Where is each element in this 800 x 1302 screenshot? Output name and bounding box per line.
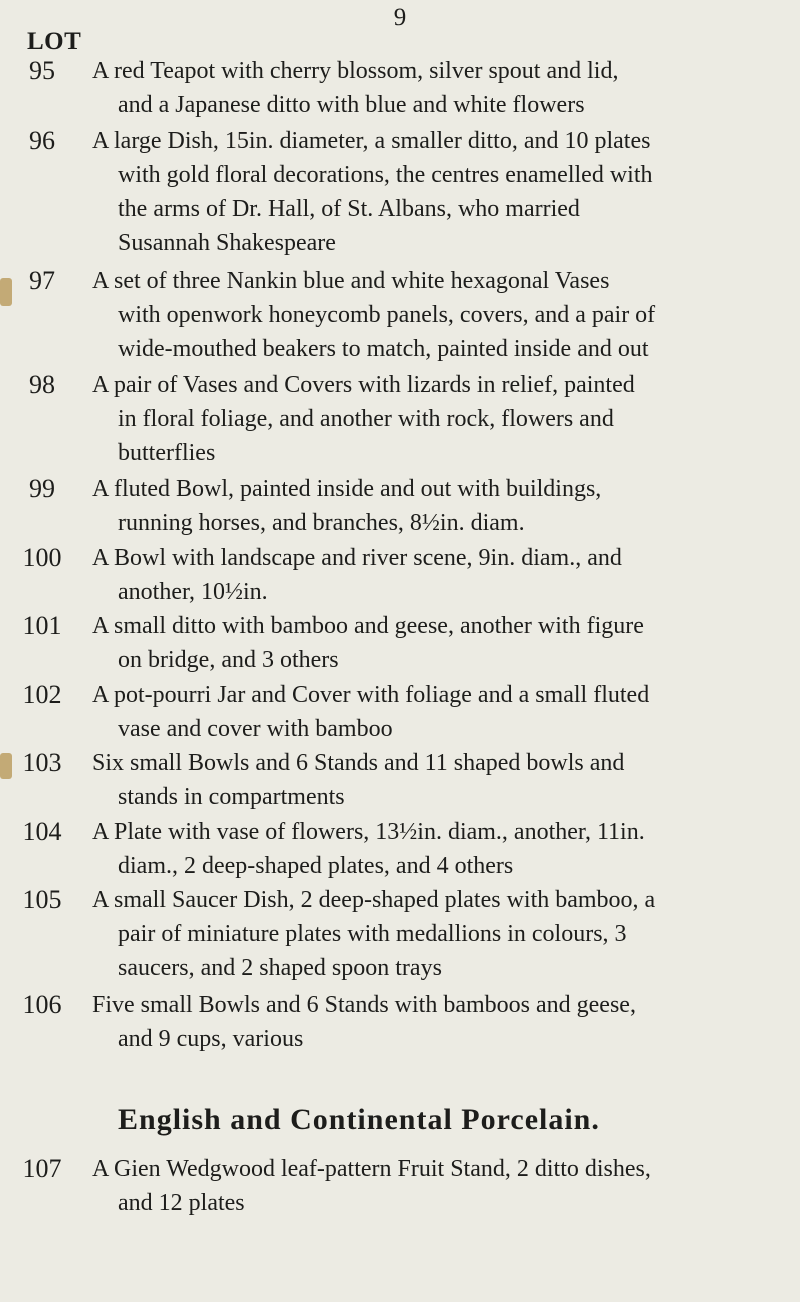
- description-line: stands in compartments: [118, 784, 345, 810]
- description-line: and 12 plates: [118, 1190, 245, 1216]
- description-line: A red Teapot with cherry blossom, silver spout and lid,: [92, 58, 619, 84]
- description-line: and a Japanese ditto with blue and white flowers: [118, 92, 585, 118]
- lot-description: [92, 1152, 788, 1220]
- description-line: pair of miniature plates with medallions in colours, 3: [118, 921, 627, 947]
- lot-description: [92, 124, 788, 260]
- lot-number: 102: [22, 680, 62, 709]
- description-line: A fluted Bowl, painted inside and out with buildings,: [92, 476, 602, 502]
- description-line: another, 10½in.: [118, 579, 268, 605]
- lot-description: [92, 746, 788, 814]
- description-line: and 9 cups, various: [118, 1026, 304, 1052]
- description-line: A Gien Wedgwood leaf-pattern Fruit Stand, 2 ditto dishes,: [92, 1156, 651, 1182]
- description-line: A large Dish, 15in. diameter, a smaller ditto, and 10 plates: [92, 128, 651, 154]
- edge-stain-mark: [0, 278, 12, 306]
- description-line: A pot-pourri Jar and Cover with foliage and a small fluted: [92, 682, 650, 708]
- lot-description: [92, 609, 788, 677]
- lot-number: 96: [29, 126, 55, 155]
- lot-number: 104: [22, 817, 62, 846]
- lot-description: [92, 815, 788, 883]
- lot-description: [92, 264, 788, 366]
- lot-description: [92, 678, 788, 746]
- lot-number: 106: [22, 990, 62, 1019]
- lot-number: 105: [22, 885, 62, 914]
- description-line: Six small Bowls and 6 Stands and 11 shaped bowls and: [92, 750, 625, 776]
- description-line: A set of three Nankin blue and white hexagonal Vases: [92, 268, 610, 294]
- lot-number: 99: [29, 474, 55, 503]
- description-line: vase and cover with bamboo: [118, 716, 393, 742]
- description-line: butterflies: [118, 440, 216, 466]
- lot-description: [92, 541, 788, 609]
- section-heading: English and Continental Porcelain.: [118, 1103, 600, 1136]
- description-line: A pair of Vases and Covers with lizards in relief, painted: [92, 372, 635, 398]
- lot-description: [92, 54, 788, 122]
- description-line: on bridge, and 3 others: [118, 647, 339, 673]
- lot-number: 103: [22, 748, 62, 777]
- edge-stain-mark: [0, 753, 12, 779]
- lot-description: [92, 988, 788, 1056]
- description-line: the arms of Dr. Hall, of St. Albans, who married: [118, 196, 580, 222]
- description-line: running horses, and branches, 8½in. diam.: [118, 510, 525, 536]
- description-line: diam., 2 deep-shaped plates, and 4 others: [118, 853, 514, 879]
- lot-number: 97: [29, 266, 55, 295]
- lot-number: 95: [29, 56, 55, 85]
- description-line: wide-mouthed beakers to match, painted inside and out: [118, 336, 649, 362]
- lot-number: 98: [29, 370, 55, 399]
- description-line: saucers, and 2 shaped spoon trays: [118, 955, 442, 981]
- lot-description: [92, 472, 788, 540]
- lot-number: 107: [22, 1154, 62, 1183]
- description-line: with gold floral decorations, the centres enamelled with: [118, 162, 653, 188]
- lot-number: 101: [22, 611, 62, 640]
- description-line: A Plate with vase of flowers, 13½in. diam., another, 11in.: [92, 819, 645, 845]
- lot-number: 100: [22, 543, 62, 572]
- description-line: in floral foliage, and another with rock, flowers and: [118, 406, 614, 432]
- lot-description: [92, 883, 788, 985]
- description-line: A Bowl with landscape and river scene, 9in. diam., and: [92, 545, 622, 571]
- lot-description: [92, 368, 788, 470]
- description-line: A small ditto with bamboo and geese, another with figure: [92, 613, 644, 639]
- page-number: 9: [393, 4, 407, 31]
- description-line: Susannah Shakespeare: [118, 230, 336, 256]
- description-line: A small Saucer Dish, 2 deep-shaped plates with bamboo, a: [92, 887, 656, 913]
- description-line: Five small Bowls and 6 Stands with bamboos and geese,: [92, 992, 636, 1018]
- description-line: with openwork honeycomb panels, covers, and a pair of: [118, 302, 656, 328]
- lot-column-header: LOT: [27, 28, 82, 55]
